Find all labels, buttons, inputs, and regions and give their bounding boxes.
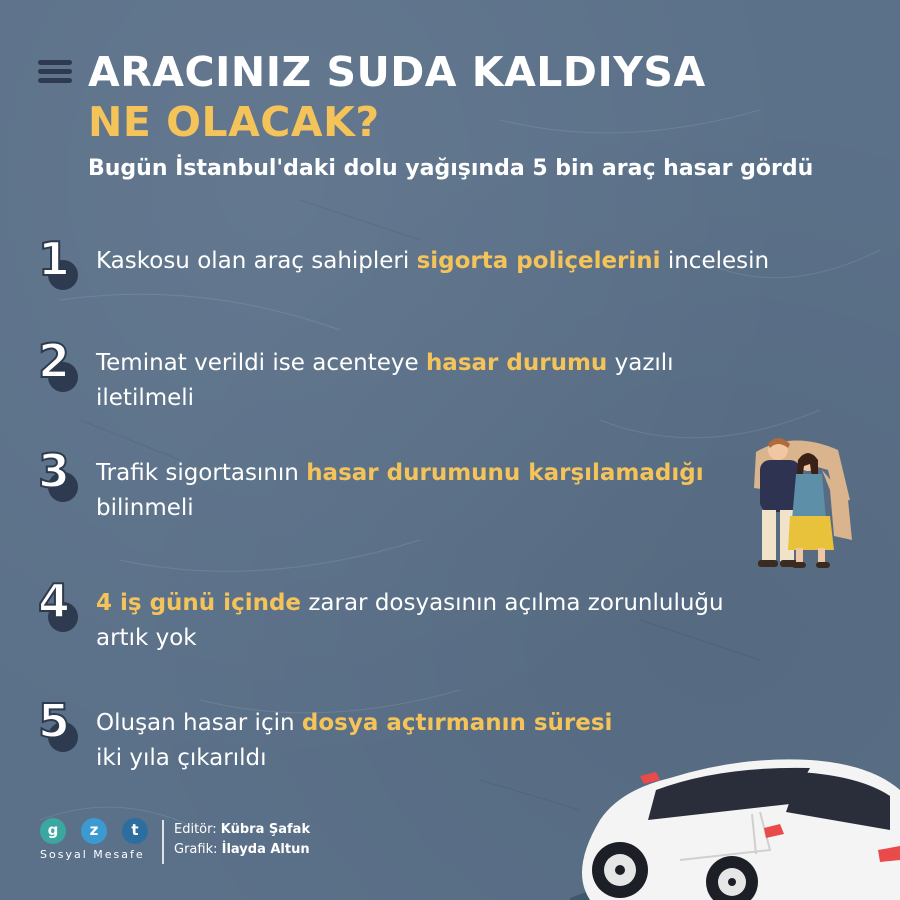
item-highlight: hasar durumu bbox=[425, 350, 608, 376]
item-highlight: hasar durumunu karşılamadığı bbox=[306, 460, 704, 486]
step-number: 3 bbox=[38, 444, 71, 498]
editor-label: Editör: bbox=[174, 822, 217, 837]
step-number: 5 bbox=[38, 694, 71, 748]
logo-letter-z: z bbox=[81, 818, 107, 844]
title-line-1: ARACINIZ SUDA KALDIYSA bbox=[88, 48, 706, 96]
logo-letter-g: g bbox=[40, 818, 66, 844]
step-number-badge bbox=[38, 334, 90, 392]
footer-divider bbox=[162, 820, 164, 864]
title-line-2: NE OLACAK? bbox=[88, 98, 380, 146]
item-text bbox=[96, 456, 726, 526]
graphic-label: Grafik: bbox=[174, 842, 218, 857]
item-text-before: Trafik sigortasının bbox=[96, 460, 307, 486]
couple-illustration bbox=[738, 430, 868, 580]
item-text-after: yazılı iletilmeli bbox=[96, 350, 674, 411]
step-number: 2 bbox=[38, 334, 71, 388]
logo-letter-t: t bbox=[122, 818, 148, 844]
graphic-name: İlayda Altun bbox=[221, 842, 310, 857]
step-number-badge bbox=[38, 444, 90, 502]
item-text bbox=[96, 244, 776, 279]
item-text bbox=[96, 346, 776, 416]
item-text-after: incelesin bbox=[660, 248, 770, 274]
item-text-after: bilinmeli bbox=[96, 495, 194, 521]
step-number: 4 bbox=[38, 574, 71, 628]
item-text-after: zarar dosyasının açılma zorunluluğu artık yok bbox=[96, 590, 724, 651]
subtitle: Bugün İstanbul'daki dolu yağışında 5 bin araç hasar gördü bbox=[88, 156, 814, 181]
step-number-badge bbox=[38, 232, 90, 290]
item-text-after: iki yıla çıkarıldı bbox=[96, 745, 267, 771]
item-highlight: dosya açtırmanın süresi bbox=[301, 710, 613, 736]
logo-subtitle: Sosyal Mesafe bbox=[40, 848, 145, 861]
item-highlight: sigorta poliçelerini bbox=[416, 248, 661, 274]
step-number-badge bbox=[38, 694, 90, 752]
menu-icon[interactable] bbox=[38, 60, 72, 84]
editor-credit bbox=[174, 822, 310, 837]
editor-name: Kübra Şafak bbox=[220, 822, 311, 837]
item-text bbox=[96, 586, 736, 656]
item-text-before: Kaskosu olan araç sahipleri bbox=[96, 248, 417, 274]
item-text-before: Teminat verildi ise acenteye bbox=[96, 350, 426, 376]
item-highlight: 4 iş günü içinde bbox=[96, 590, 302, 616]
step-number-badge bbox=[38, 574, 90, 632]
item-text bbox=[96, 706, 636, 776]
step-number: 1 bbox=[38, 232, 71, 286]
car-illustration bbox=[560, 750, 900, 900]
graphic-credit bbox=[174, 842, 310, 857]
item-text-before: Oluşan hasar için bbox=[96, 710, 302, 736]
gzt-logo bbox=[40, 818, 163, 844]
